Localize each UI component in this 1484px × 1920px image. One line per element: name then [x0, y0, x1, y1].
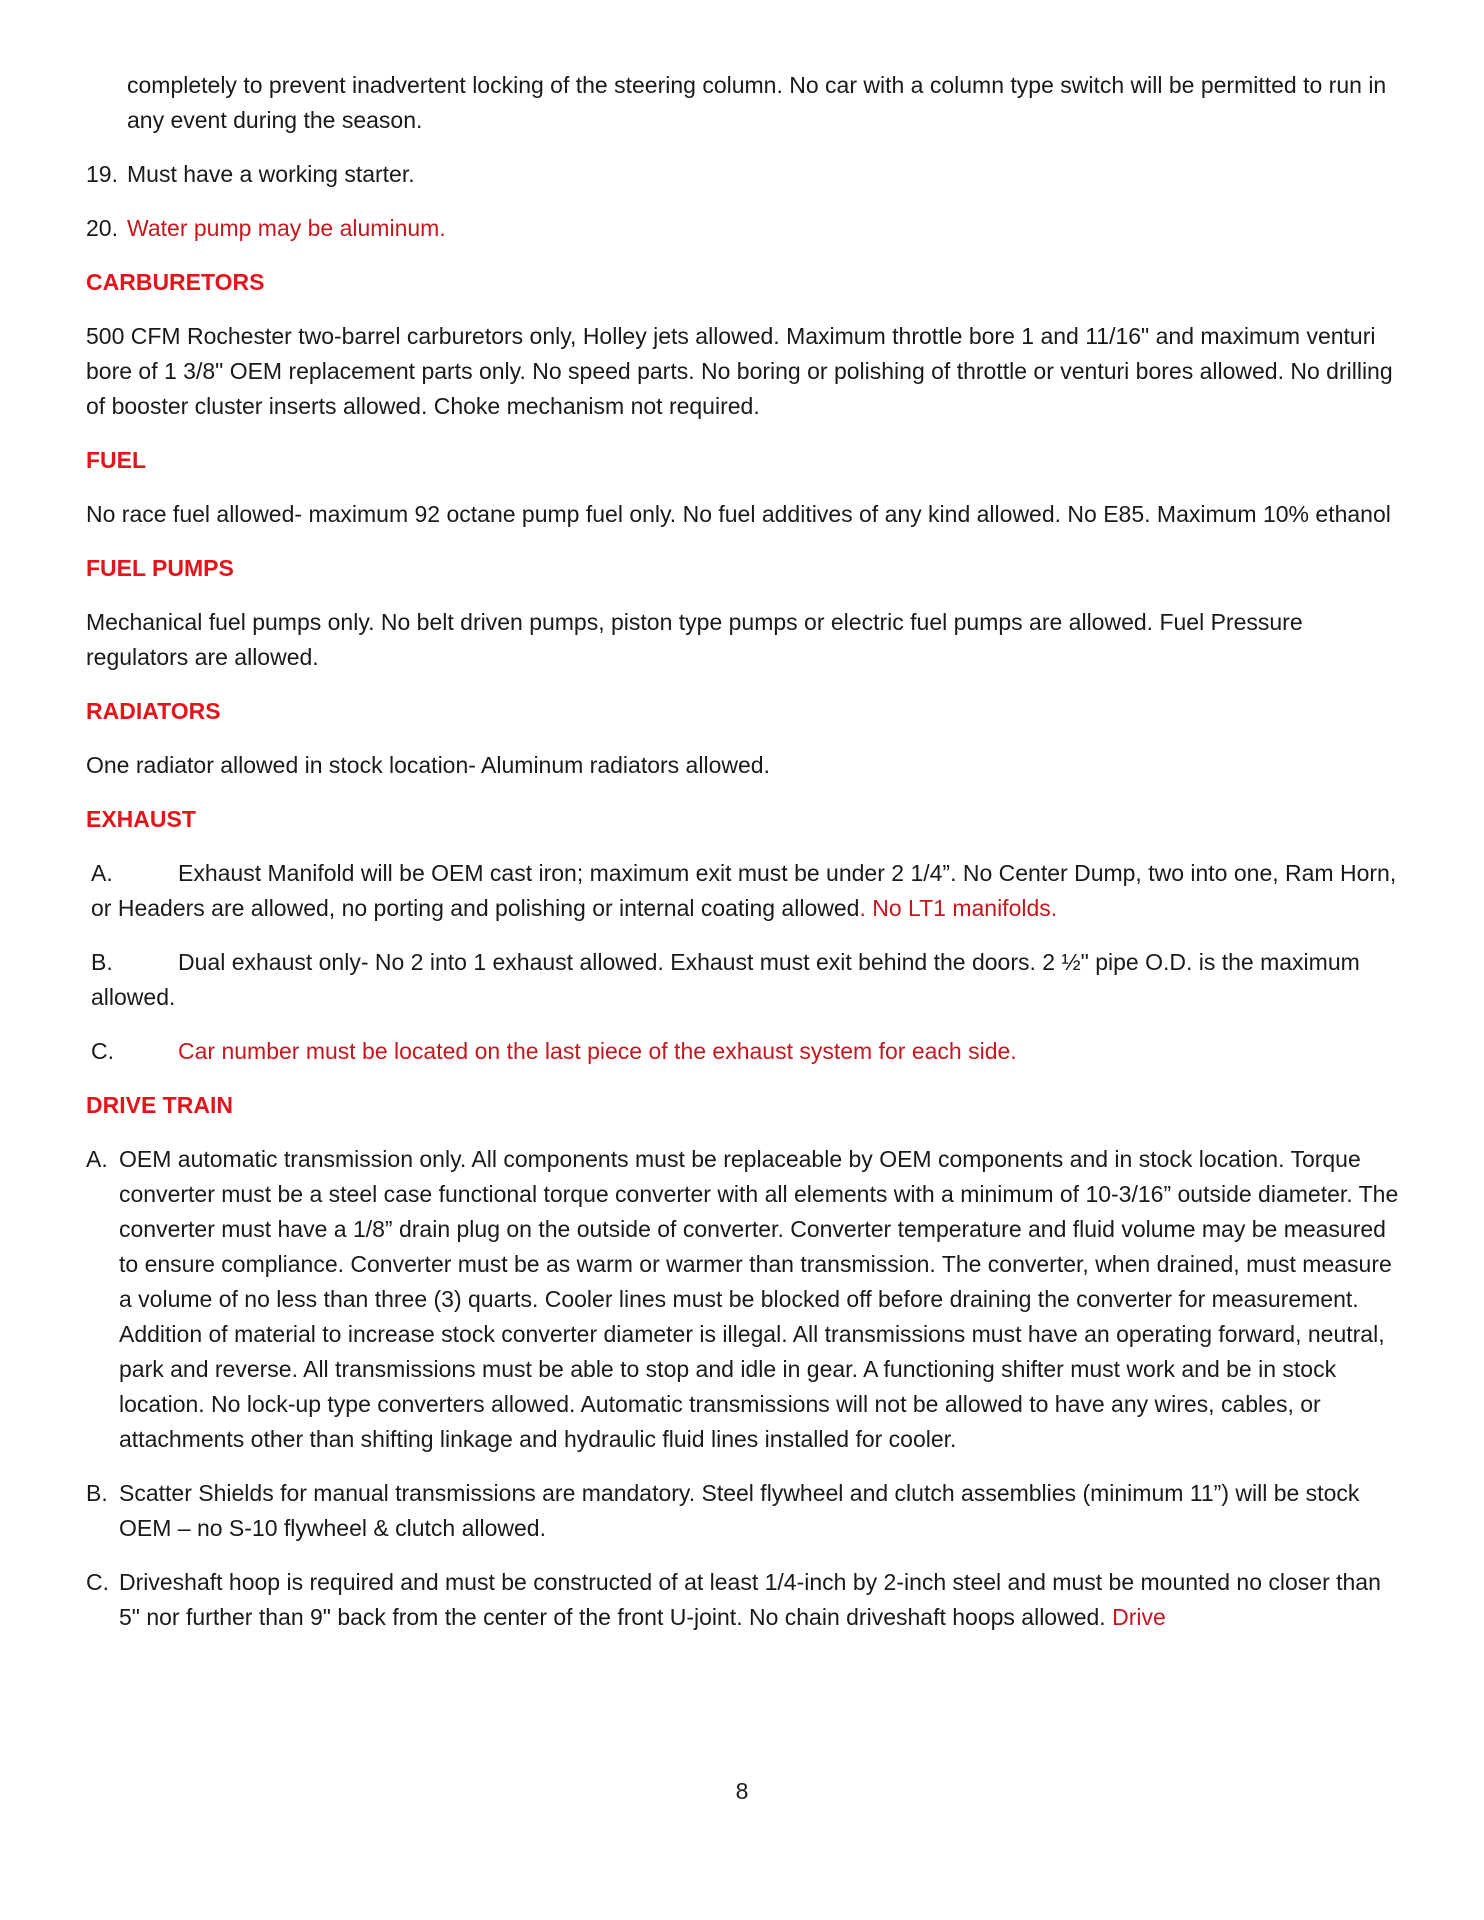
carburetors-paragraph: 500 CFM Rochester two-barrel carburetors only, Holley jets allowed. Maximum throttle bore 1 and 11/16" and maximum venturi bore of 1 3/8" OEM replacement parts only. No speed parts. No boring or polishing of throttle or venturi bores allowed. No drilling of booster cluster inserts allowed. Choke mechanism not required. — [86, 323, 1393, 419]
fuel-paragraph: No race fuel allowed- maximum 92 octane pump fuel only. No fuel additives of any kind allowed. No E85. Maximum 10% ethanol — [86, 501, 1391, 527]
item-text: Scatter Shields for manual transmissions are mandatory. Steel flywheel and clutch assemblies (minimum 11”) will be stock OEM – no S-10 flywheel & clutch allowed. — [119, 1480, 1360, 1541]
item-text: Exhaust Manifold will be OEM cast iron; maximum exit must be under 2 1/4”. No Center Dump, two into one, Ram Horn, or Headers are allowed, no porting and polishing or internal coating allowed — [91, 860, 1397, 921]
item-letter: C. — [91, 1038, 114, 1064]
item-number: 19. — [86, 161, 118, 187]
section-heading-fuel: FUEL — [86, 447, 147, 473]
document-page — [86, 68, 1402, 1654]
item-text-highlight: Drive — [1112, 1604, 1166, 1630]
drive-train-item-b — [86, 1476, 1402, 1546]
item-text: Driveshaft hoop is required and must be constructed of at least 1/4-inch by 2-inch steel and must be mounted no closer than 5" nor further than 9" back from the center of the front U-joint. No chain driveshaft hoops allowed. — [119, 1569, 1381, 1630]
exhaust-item-c — [86, 1034, 1402, 1069]
item-text: Water pump may be aluminum. — [127, 215, 446, 241]
item-letter: B. — [86, 1480, 108, 1506]
item-text-highlight: . No LT1 manifolds. — [859, 895, 1058, 921]
drive-train-item-c — [86, 1565, 1402, 1635]
item-letter: B. — [91, 949, 113, 975]
drive-train-item-a — [86, 1142, 1402, 1457]
item-letter: A. — [86, 1146, 108, 1172]
section-heading-drive-train: DRIVE TRAIN — [86, 1092, 233, 1118]
item-text: OEM automatic transmission only. All components must be replaceable by OEM components and in stock location. Torque converter must be a steel case functional torque converter with all elements with a minimum of 10-3/16” outside diameter. The converter must have a 1/8” drain plug on the outside of converter. Converter temperature and fluid volume may be measured to ensure compliance. Converter must be as warm or warmer than transmission. The converter, when drained, must measure a volume of no less than three (3) quarts. Cooler lines must be blocked off before draining the converter for measurement. Addition of material to increase stock converter diameter is illegal. All transmissions must have an operating forward, neutral, park and reverse. All transmissions must be able to stop and idle in gear. A functioning shifter must work and be in stock location. No lock-up type converters allowed. Automatic transmissions will not be allowed to have any wires, cables, or attachments other than shifting linkage and hydraulic fluid lines installed for cooler. — [119, 1146, 1399, 1452]
exhaust-item-a — [86, 856, 1402, 926]
item-letter: A. — [91, 860, 113, 886]
section-heading-fuel-pumps: FUEL PUMPS — [86, 555, 234, 581]
section-heading-carburetors: CARBURETORS — [86, 269, 265, 295]
exhaust-item-b — [86, 945, 1402, 1015]
item-body — [119, 1565, 1402, 1635]
rule-item-19 — [86, 157, 1402, 192]
item-text: Dual exhaust only- No 2 into 1 exhaust allowed. Exhaust must exit behind the doors. 2 ½" pipe O.D. is the maximum allowed. — [91, 949, 1360, 1010]
section-heading-exhaust: EXHAUST — [86, 806, 196, 832]
rule-item-20 — [86, 211, 1402, 246]
item-number: 20. — [86, 215, 118, 241]
continuation-paragraph: completely to prevent inadvertent locking of the steering column. No car with a column type switch will be permitted to run in any event during the season. — [127, 72, 1387, 133]
item-text: Must have a working starter. — [127, 161, 415, 187]
fuel-pumps-paragraph: Mechanical fuel pumps only. No belt driven pumps, piston type pumps or electric fuel pumps are allowed. Fuel Pressure regulators are allowed. — [86, 609, 1303, 670]
page-number: 8 — [735, 1778, 749, 1804]
item-text: Car number must be located on the last piece of the exhaust system for each side. — [178, 1038, 1017, 1064]
radiators-paragraph: One radiator allowed in stock location- Aluminum radiators allowed. — [86, 752, 770, 778]
item-letter: C. — [86, 1569, 109, 1595]
section-heading-radiators: RADIATORS — [86, 698, 221, 724]
